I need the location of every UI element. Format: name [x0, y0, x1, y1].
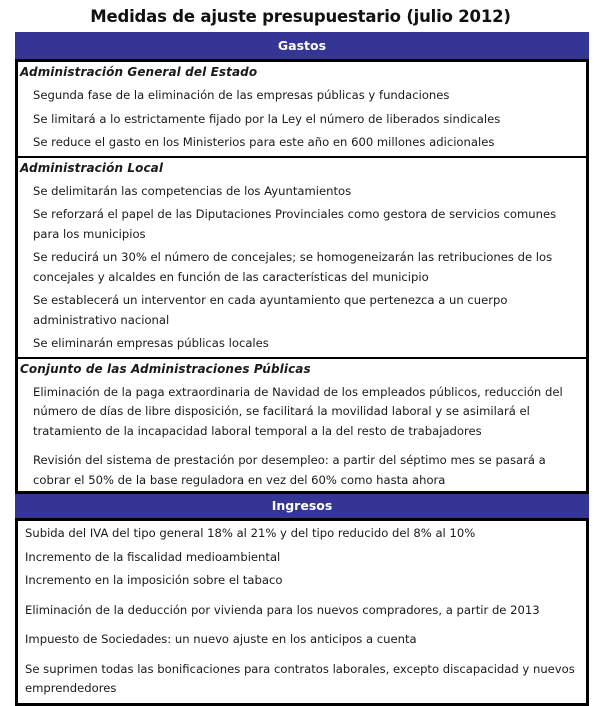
list-item: Se eliminarán empresas públicas locales: [33, 336, 269, 350]
list-item: Se establecerá un interventor en cada ayuntamiento que pertenezca a un cuerpo administrativo nacional: [33, 293, 508, 327]
gastos-box: [15, 59, 589, 494]
list-item: Eliminación de la deducción por vivienda para los nuevos compradores, a partir de 2013: [25, 602, 540, 617]
ingresos-header: Ingresos: [15, 494, 589, 518]
list-item: Subida del IVA del tipo general 18% al 21% y del tipo reducido del 8% al 10%: [25, 526, 476, 540]
list-item: Incremento en la imposición sobre el tabaco: [25, 573, 283, 587]
list-item: Impuesto de Sociedades: un nuevo ajuste en los anticipos a cuenta: [25, 632, 417, 646]
list-item: Se suprimen todas las bonificaciones para contratos laborales, excepto discapacidad y nuevos emprendedores: [25, 661, 575, 695]
section-conjunto-administraciones: [18, 357, 586, 492]
list-item: Se delimitarán las competencias de los Ayuntamientos: [33, 183, 352, 198]
list-item: Segunda fase de la eliminación de las empresas públicas y fundaciones: [33, 88, 450, 102]
list-item: Incremento de la fiscalidad medioambiental: [25, 549, 281, 564]
section-administracion-local: [18, 156, 586, 357]
section-heading: Administración Local: [20, 160, 164, 175]
list-item: Revisión del sistema de prestación por desempleo: a partir del séptimo mes se pasará a cobrar el 50% de la base reguladora en vez del 60% como hasta ahora: [33, 453, 546, 487]
page-title: Medidas de ajuste presupuestario (julio 2012): [90, 7, 511, 26]
section-administracion-general: [18, 62, 586, 156]
list-item: Se reducirá un 30% el número de concejales; se homogeneizarán las retribuciones de los concejales y alcaldes en función de las características del municipio: [33, 250, 553, 284]
list-item: Se limitará a lo estrictamente fijado por la Ley el número de liberados sindicales: [33, 111, 501, 126]
list-item: Eliminación de la paga extraordinaria de Navidad de los empleados públicos, reducción del número de días de libre disposición, se facilitará la movilidad laboral y se asimilará el tratamiento de la incapacidad laboral temporal a la del resto de trabajadores: [33, 384, 563, 438]
budget-measures-table: [15, 32, 589, 706]
list-item: Se reduce el gasto en los Ministerios para este año en 600 millones adicionales: [33, 135, 495, 149]
section-heading: Conjunto de las Administraciones Públicas: [20, 361, 311, 376]
gastos-header: Gastos: [15, 32, 589, 59]
ingresos-box: [15, 518, 589, 706]
list-item: Se reforzará el papel de las Diputaciones Provinciales como gestora de servicios comunes para los municipios: [33, 207, 557, 241]
section-heading: Administración General del Estado: [20, 65, 258, 79]
